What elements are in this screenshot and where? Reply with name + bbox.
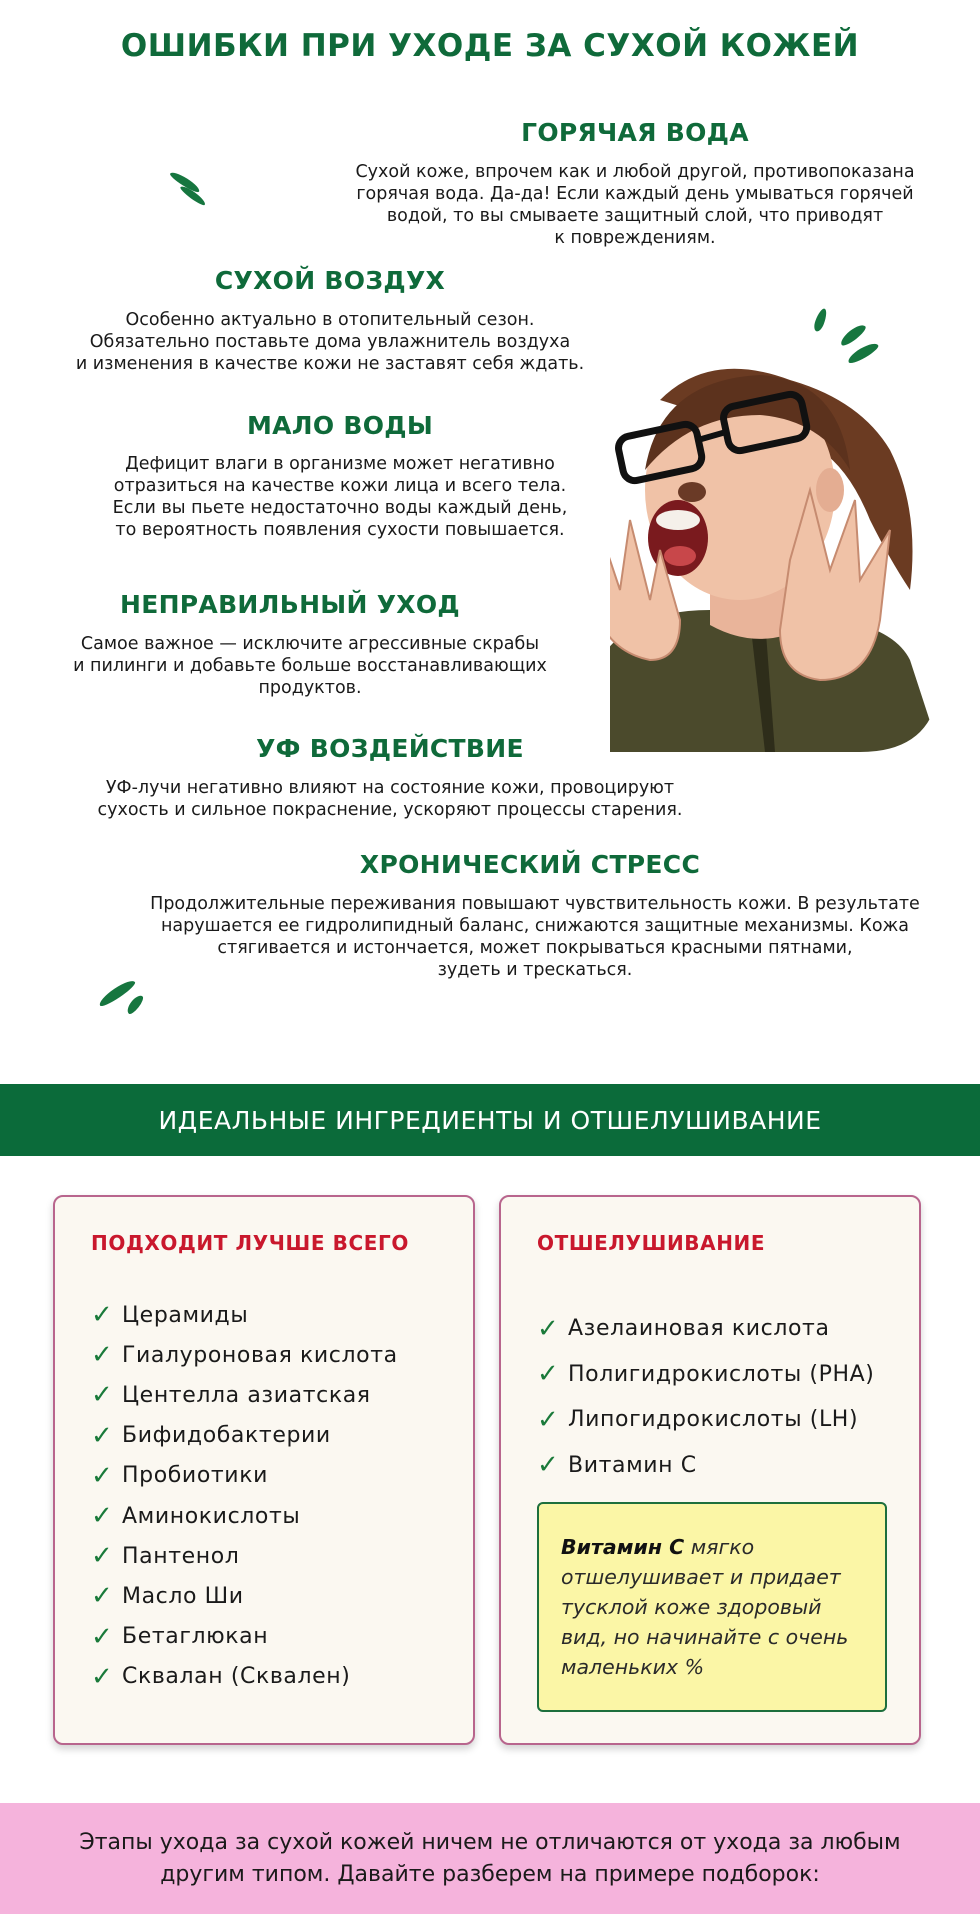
ingredient-label: Бифидобактерии	[122, 1423, 331, 1449]
list-item	[91, 1295, 398, 1335]
check-icon: ✓	[91, 1581, 114, 1612]
list-item	[537, 1306, 874, 1352]
check-icon: ✓	[91, 1460, 114, 1491]
check-icon: ✓	[91, 1420, 114, 1451]
section-heading-uv: УФ ВОЗДЕЙСТВИЕ	[256, 734, 524, 763]
ingredient-label: Пробиотики	[122, 1463, 268, 1489]
check-icon: ✓	[91, 1501, 114, 1532]
ingredient-label: Бетаглюкан	[122, 1624, 269, 1650]
ingredient-label: Церамиды	[122, 1302, 249, 1328]
exfoliant-label: Полигидрокислоты (PHA)	[568, 1361, 875, 1387]
section-heading-dry-air: СУХОЙ ВОЗДУХ	[214, 266, 446, 295]
list-item	[91, 1617, 398, 1657]
check-icon: ✓	[91, 1380, 114, 1411]
section-text-uv: УФ-лучи негативно влияют на состояние кожи, провоцируют сухость и сильное покраснение, ускоряют процессы старения.	[97, 778, 683, 820]
list-item	[91, 1657, 398, 1697]
section-heading-stress: ХРОНИЧЕСКИЙ СТРЕСС	[359, 850, 701, 879]
section-text-wrong-care: Самое важное — исключите агрессивные скрабы и пилинги и добавьте больше восстанавливающих продуктов.	[73, 634, 547, 698]
vitamin-c-note	[537, 1502, 887, 1712]
list-item	[91, 1576, 398, 1616]
ingredient-label: Сквалан (Сквален)	[122, 1664, 351, 1690]
list-item	[91, 1456, 398, 1496]
section-heading-hot-water: ГОРЯЧАЯ ВОДА	[521, 118, 749, 147]
section-heading-wrong-care: НЕПРАВИЛЬНЫЙ УХОД	[119, 590, 460, 619]
section-text-little-water: Дефицит влаги в организме может негативно отразиться на качестве кожи лица и всего тела. Если вы пьете недостаточно воды каждый день, то вероятность появления сухости повышается.	[112, 454, 568, 540]
best-ingredients-list	[91, 1295, 398, 1697]
check-icon: ✓	[91, 1340, 114, 1371]
list-item	[537, 1397, 874, 1443]
list-item	[91, 1375, 398, 1415]
list-item	[91, 1335, 398, 1375]
ingredient-label: Центелла азиатская	[122, 1382, 371, 1408]
check-icon: ✓	[91, 1661, 114, 1692]
ingredient-label: Пантенол	[122, 1543, 240, 1569]
section-text-stress: Продолжительные переживания повышают чувствительность кожи. В результате нарушается ее гидролипидный баланс, снижаются защитные механизмы. Кожа стягивается и истончается, может покрываться красными пятнами, зудеть и трескаться.	[150, 894, 920, 980]
note-text: мягко отшелушивает и придает тусклой коже здоровый вид, но начинайте с очень маленьких %	[561, 1535, 849, 1679]
list-item	[91, 1496, 398, 1536]
check-icon: ✓	[537, 1313, 560, 1344]
footer-banner	[0, 1803, 980, 1914]
exfoliant-label: Азелаиновая кислота	[568, 1316, 830, 1342]
section-text-dry-air: Особенно актуально в отопительный сезон. Обязательно поставьте дома увлажнитель воздуха и изменения в качестве кожи не заставят себя ждать.	[75, 310, 585, 374]
ingredient-label: Масло Ши	[122, 1583, 244, 1609]
card-best-ingredients	[53, 1195, 475, 1745]
card-heading-best: ПОДХОДИТ ЛУЧШЕ ВСЕГО	[91, 1231, 409, 1255]
list-item	[537, 1443, 874, 1489]
ingredient-label: Аминокислоты	[122, 1503, 301, 1529]
footer-text: Этапы ухода за сухой кожей ничем не отличаются от ухода за любым другим типом. Давайте разберем на примере подборок:	[79, 1829, 901, 1887]
check-icon: ✓	[91, 1541, 114, 1572]
page-title: ОШИБКИ ПРИ УХОДЕ ЗА СУХОЙ КОЖЕЙ	[120, 28, 860, 64]
card-heading-exfoliation: ОТШЕЛУШИВАНИЕ	[537, 1231, 766, 1255]
card-exfoliation	[499, 1195, 921, 1745]
exfoliant-label: Липогидрокислоты (LH)	[568, 1407, 859, 1433]
exfoliation-list	[537, 1306, 874, 1488]
check-icon: ✓	[537, 1404, 560, 1435]
ingredient-label: Гиалуроновая кислота	[122, 1342, 398, 1368]
stressed-woman-illustration	[560, 360, 940, 752]
check-icon: ✓	[537, 1450, 560, 1481]
list-item	[91, 1416, 398, 1456]
check-icon: ✓	[91, 1621, 114, 1652]
list-item	[91, 1536, 398, 1576]
section-text-hot-water: Сухой коже, впрочем как и любой другой, противопоказана горячая вода. Да-да! Если каждый день умываться горячей водой, то вы смываете защитный слой, что приводят к повреждениям.	[355, 162, 915, 248]
check-icon: ✓	[537, 1359, 560, 1390]
exfoliant-label: Витамин С	[568, 1452, 697, 1478]
ingredients-band	[0, 1084, 980, 1156]
list-item	[537, 1352, 874, 1398]
note-bold: Витамин С	[561, 1535, 685, 1559]
band-title: ИДЕАЛЬНЫЕ ИНГРЕДИЕНТЫ И ОТШЕЛУШИВАНИЕ	[158, 1105, 822, 1135]
check-icon: ✓	[91, 1300, 114, 1331]
section-heading-little-water: МАЛО ВОДЫ	[246, 411, 434, 440]
